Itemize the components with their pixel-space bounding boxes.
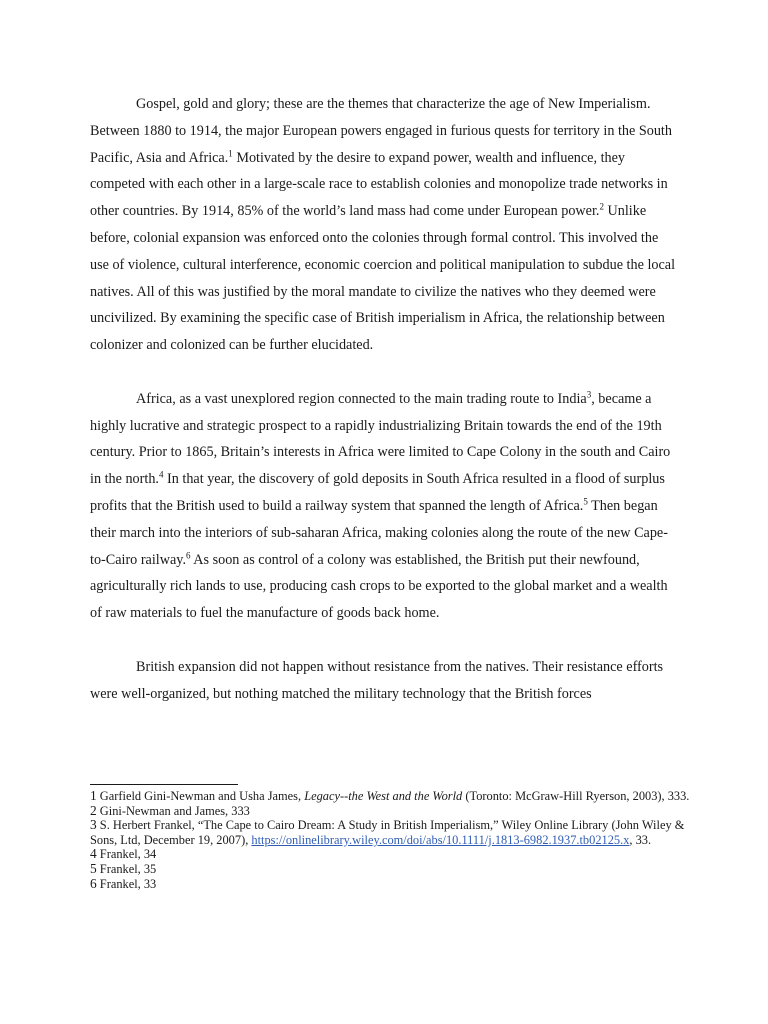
text-run: Then began their march into the interiors of sub-saharan Africa, making colonies along the route of the new Cape-to-Cairo railway. [90, 497, 668, 568]
footnote [90, 804, 690, 819]
footnote-number: 3 [90, 817, 97, 833]
footnote [90, 818, 690, 847]
paragraph [90, 386, 678, 627]
footnote-list [90, 789, 690, 891]
text-run: Frankel, 34 [96, 847, 157, 862]
text-run: British expansion did not happen without resistance from the natives. Their resistance efforts were well-organized, but nothing matched the military technology that the British forces [90, 658, 664, 702]
footnote-number: 6 [90, 875, 97, 891]
text-run: , became a highly lucrative and strategic prospect to a rapidly industrializing Britain towards the end of the 19th century. Prior to 1865, Britain’s interests in Africa were limited to Cape Colony in the south and Cairo in the north. [90, 390, 671, 488]
italic-title: Legacy--the West and the World [304, 789, 463, 803]
text-run: In that year, the discovery of gold deposits in South Africa resulted in a flood of surplus profits that the British used to build a railway system that spanned the length of Africa. [90, 471, 665, 514]
footnote-ref[interactable]: 5 [583, 496, 588, 507]
text-run: Africa, as a vast unexplored region connected to the main trading route to India [136, 390, 587, 407]
text-run: As soon as control of a colony was established, the British put their newfound, agriculturally rich lands to use, producing cash crops to be exported to the global market and a wealth of raw materials to fuel the manufacture of goods back home. [90, 551, 668, 622]
footnote-ref[interactable]: 3 [586, 389, 592, 400]
text-run: Motivated by the desire to expand power, wealth and influence, they competed with each other in a large-scale race to establish colonies and monopolize trade networks in other countries. By 1914, 85% of the world’s land mass had come under European power. [90, 149, 668, 220]
footnotes-section [90, 784, 690, 891]
footnote [90, 877, 690, 892]
text-run: Gini-Newman and James, 333 [96, 803, 250, 818]
text-run: S. Herbert Frankel, “The Cape to Cairo Dream: A Study in British Imperialism,” Wiley Online Library (John Wiley & Sons, Ltd, December 19, 2007), [90, 818, 685, 847]
text-run: Gospel, gold and glory; these are the themes that characterize the age of New Imperialism. Between 1880 to 1914, the major European powers engaged in furious quests for territory in the South Pacific, Asia and Africa. [90, 96, 672, 166]
footnote [90, 789, 690, 804]
footnote-separator [90, 784, 238, 785]
text-run: (Toronto: McGraw-Hill Ryerson, 2003), 333. [462, 789, 690, 803]
footnote [90, 862, 690, 877]
footnote-ref[interactable]: 2 [599, 201, 604, 212]
footnote-number: 4 [90, 846, 97, 862]
footnote-number: 1 [90, 788, 97, 803]
body-text [90, 91, 678, 707]
text-run: , 33. [629, 832, 652, 847]
footnote-ref[interactable]: 4 [158, 469, 164, 480]
footnote-ref[interactable]: 1 [228, 147, 233, 158]
text-run: Frankel, 35 [96, 861, 157, 876]
footnote-link[interactable]: https://onlinelibrary.wiley.com/doi/abs/10.1111/j.1813-6982.1937.tb02125.x [251, 832, 630, 847]
footnote-number: 2 [90, 802, 97, 818]
paragraph [90, 91, 678, 359]
footnote [90, 847, 690, 862]
text-run: Garfield Gini-Newman and Usha James, [96, 789, 305, 803]
footnote-ref[interactable]: 6 [186, 549, 191, 560]
text-run: Unlike before, colonial expansion was enforced onto the colonies through formal control. This involved the use of violence, cultural interference, economic coercion and political manipulation to subdue the local natives. All of this was justified by the moral mandate to civilize the natives who they deemed were uncivilized. By examining the specific case of British imperialism in Africa, the relationship between colonizer and colonized can be further elucidated. [90, 203, 676, 354]
paragraph [90, 654, 678, 708]
footnote-number: 5 [90, 860, 97, 876]
text-run: Frankel, 33 [96, 876, 157, 891]
